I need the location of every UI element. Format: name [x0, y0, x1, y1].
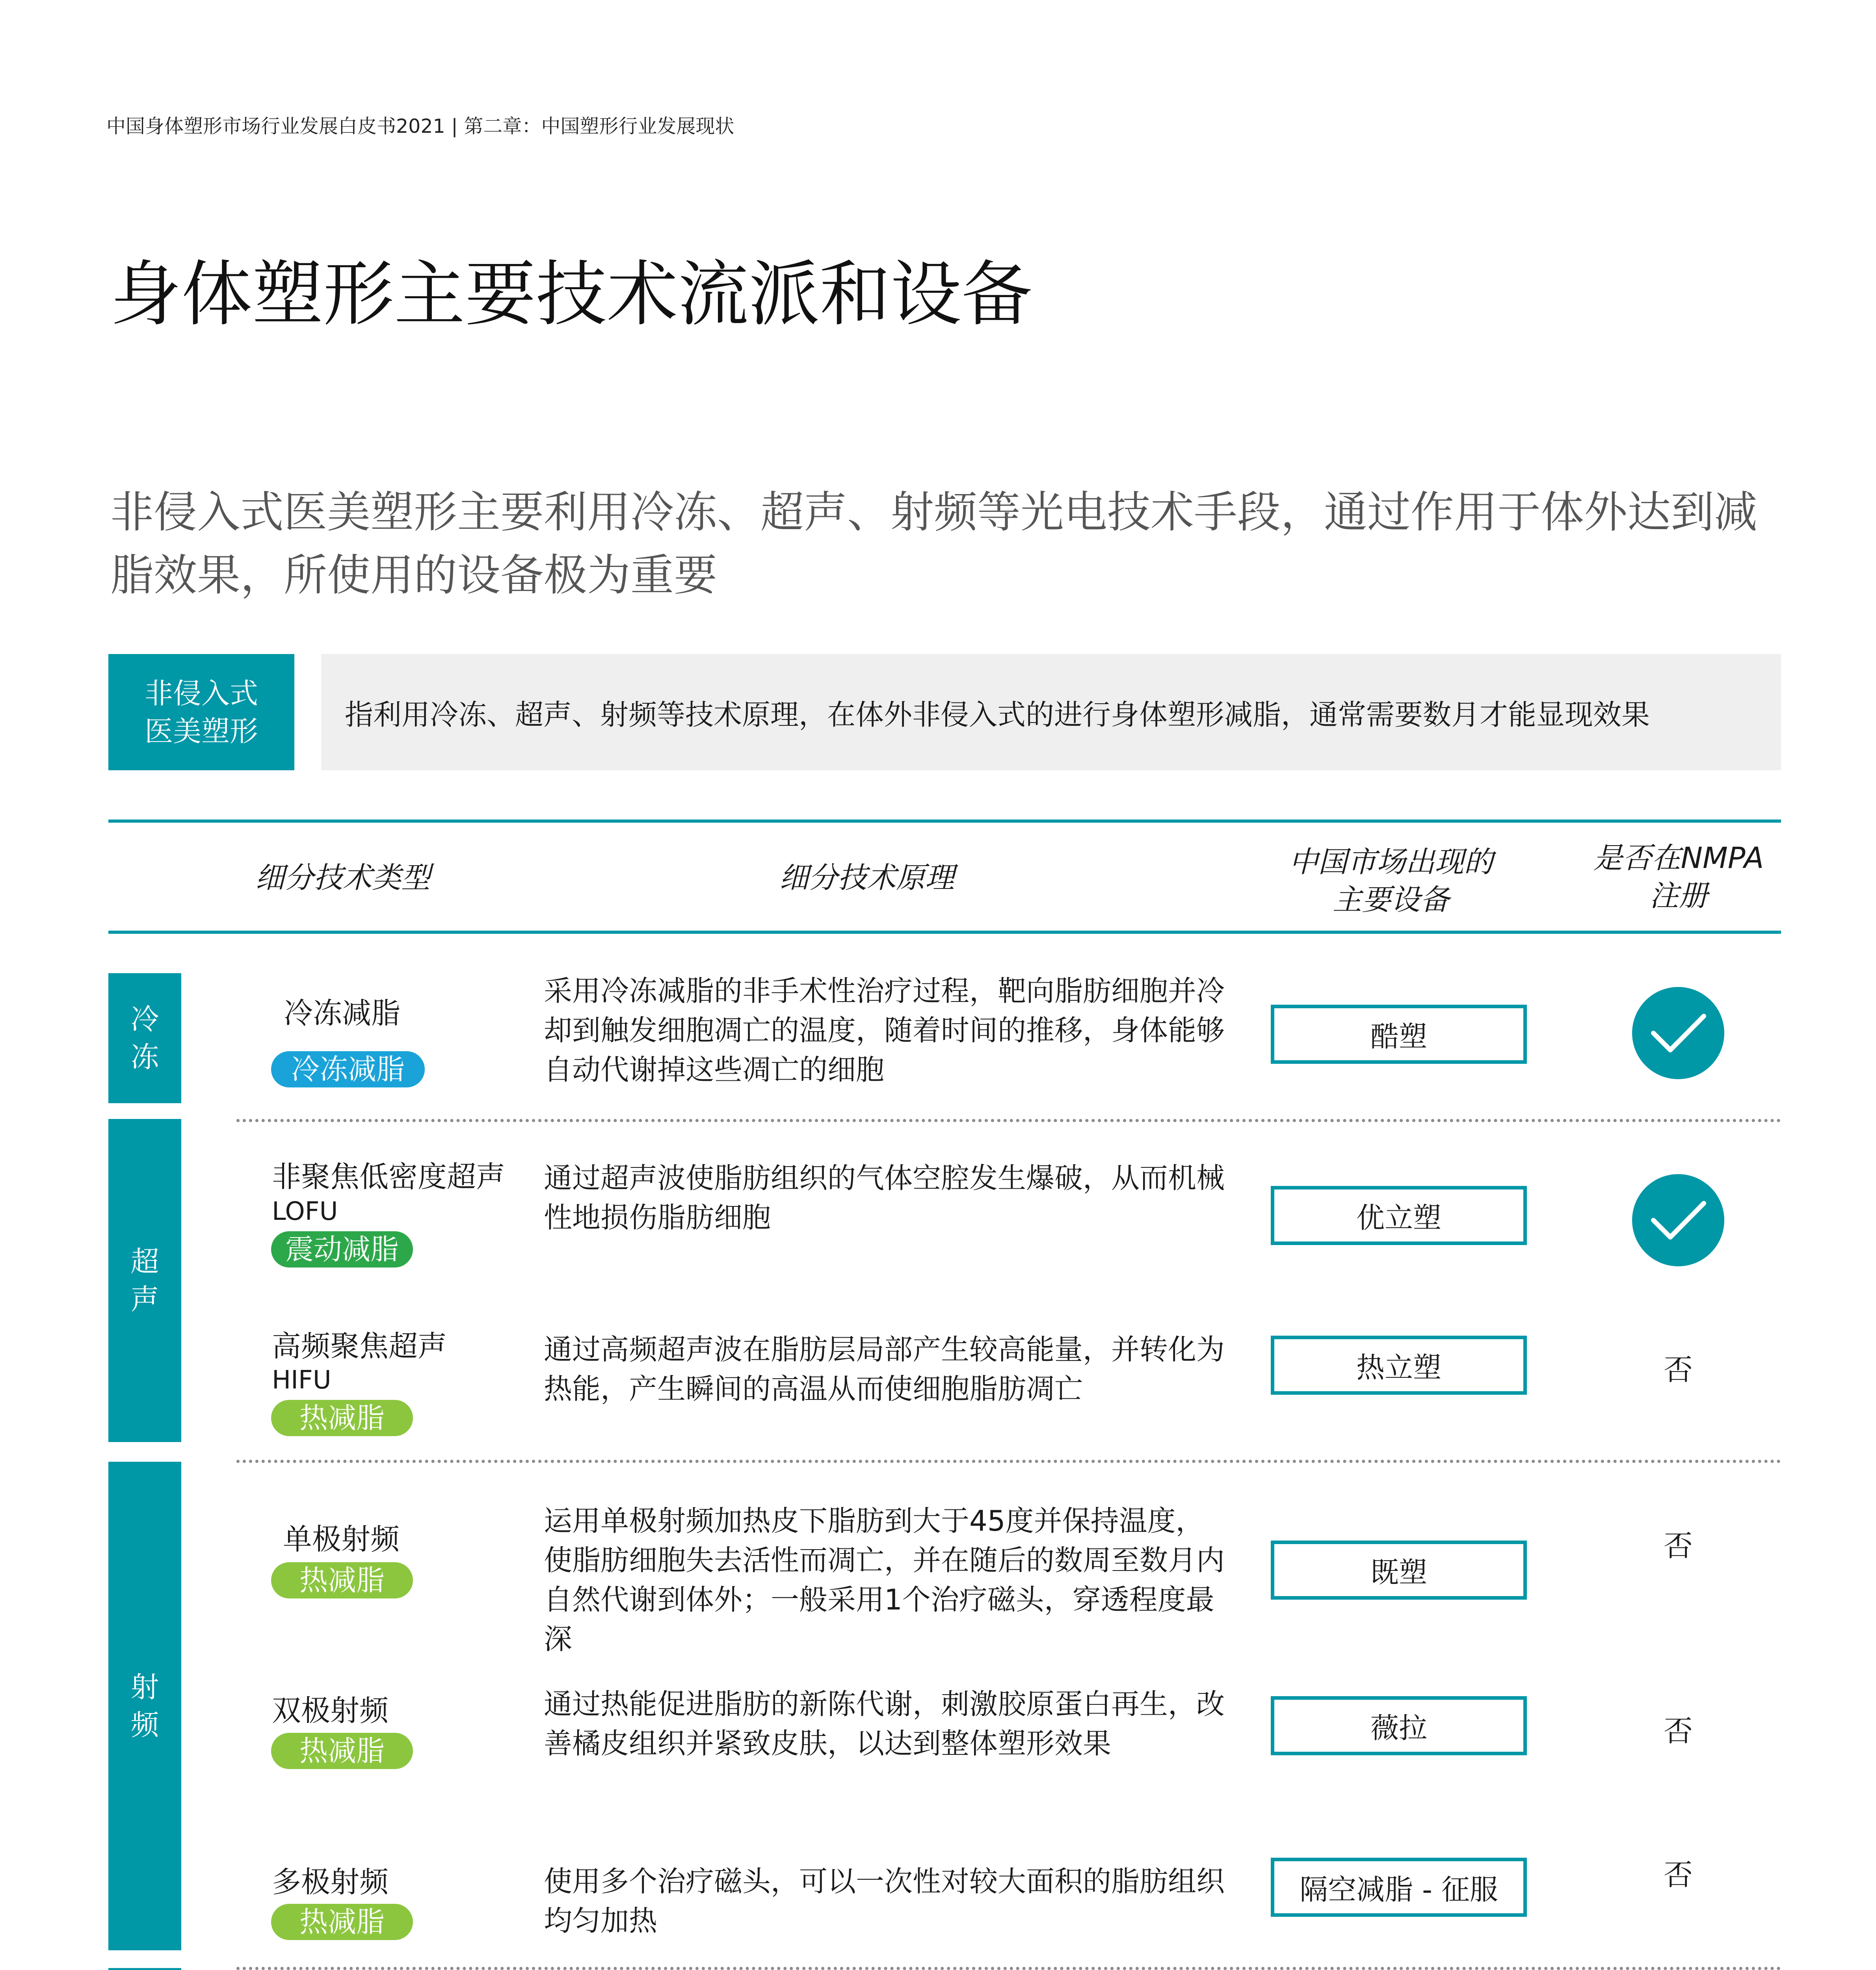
header-nmpa-line1: 是否在NMPA [1593, 841, 1764, 875]
definition-tag-line1: 非侵入式 [144, 676, 258, 710]
page-subtitle: 非侵入式医美塑形主要利用冷冻、超声、射频等光电技术手段，通过作用于体外达到减脂效果，所使用的设备极为重要 [110, 487, 1757, 600]
row-separator [236, 1967, 1781, 1970]
row-separator [236, 1460, 1781, 1463]
nmpa-status: 否 [1664, 1714, 1693, 1748]
nmpa-status: 否 [1664, 1353, 1693, 1387]
category-laser [108, 1968, 181, 1970]
tag-pill: 震动减脂 [271, 1231, 413, 1267]
device-box: 既塑 [1271, 1541, 1527, 1600]
definition-tag [108, 654, 294, 770]
category-radiofrequency: 射频 [108, 1462, 181, 1950]
page-title: 身体塑形主要技术流派和设备 [110, 253, 1033, 336]
tag-pill: 冷冻减脂 [271, 1051, 425, 1087]
device-box: 隔空减脂 - 征服 [1271, 1858, 1527, 1917]
row-separator [236, 1119, 1781, 1122]
category-freeze: 冷冻 [108, 973, 181, 1103]
nmpa-status: 否 [1664, 1858, 1693, 1892]
check-icon [1632, 987, 1724, 1079]
tag-pill: 热减脂 [271, 1733, 413, 1769]
tech-principle: 通过高频超声波在脂肪层局部产生较高能量，并转化为热能，产生瞬间的高温从而使细胞脂肪凋亡 [544, 1333, 1225, 1405]
device-box: 热立塑 [1271, 1336, 1527, 1395]
definition-text: 指利用冷冻、超声、射频等技术原理，在体外非侵入式的进行身体塑形减脂，通常需要数月才能显现效果 [321, 654, 1781, 770]
header-device-line1: 中国市场出现的 [1289, 845, 1493, 879]
tech-name: 双极射频 [272, 1694, 389, 1728]
nmpa-status: 否 [1664, 1529, 1693, 1563]
header-tech-principle: 细分技术原理 [779, 861, 954, 895]
running-header: 中国身体塑形市场行业发展白皮书2021 | 第二章：中国塑形行业发展现状 [106, 115, 734, 138]
header-tech-type: 细分技术类型 [255, 861, 430, 895]
tech-abbr: HIFU [272, 1366, 331, 1395]
tag-pill: 热减脂 [271, 1400, 413, 1436]
tech-abbr: LOFU [272, 1197, 338, 1226]
header-device [1233, 843, 1549, 919]
tech-principle: 运用单极射频加热皮下脂肪到大于45度并保持温度，使脂肪细胞失去活性而凋亡，并在随后的数周至数月内自然代谢到体外；一般采用1个治疗磁头，穿透程度最深 [544, 1504, 1225, 1656]
tech-name: 高频聚焦超声 [272, 1329, 447, 1363]
tech-name: 冷冻减脂 [284, 996, 400, 1030]
header-nmpa [1560, 839, 1797, 915]
category-ultrasound: 超声 [108, 1119, 181, 1442]
header-nmpa-line2: 注册 [1649, 879, 1708, 913]
table-header-rule [108, 931, 1781, 934]
check-icon [1632, 1174, 1724, 1266]
tech-principle: 通过热能促进脂肪的新陈代谢，刺激胶原蛋白再生，改善橘皮组织并紧致皮肤，以达到整体塑形效果 [544, 1688, 1225, 1760]
definition-tag-line2: 医美塑形 [144, 714, 258, 748]
tech-name: 多极射频 [272, 1865, 389, 1899]
device-box: 酷塑 [1271, 1005, 1527, 1064]
device-box: 薇拉 [1271, 1696, 1527, 1755]
tech-principle: 通过超声波使脂肪组织的气体空腔发生爆破，从而机械性地损伤脂肪细胞 [544, 1162, 1225, 1234]
tech-principle: 采用冷冻减脂的非手术性治疗过程，靶向脂肪细胞并冷却到触发细胞凋亡的温度，随着时间的推移，身体能够自动代谢掉这些凋亡的细胞 [544, 974, 1225, 1086]
tag-pill: 热减脂 [271, 1904, 413, 1940]
tech-name: 单极射频 [283, 1522, 400, 1556]
table-top-rule [108, 820, 1781, 823]
tech-principle: 使用多个治疗磁头，可以一次性对较大面积的脂肪组织均匀加热 [544, 1865, 1225, 1937]
device-box: 优立塑 [1271, 1186, 1527, 1245]
tech-name: 非聚焦低密度超声 [272, 1160, 505, 1194]
tag-pill: 热减脂 [271, 1562, 413, 1598]
header-device-line2: 主要设备 [1333, 883, 1449, 917]
